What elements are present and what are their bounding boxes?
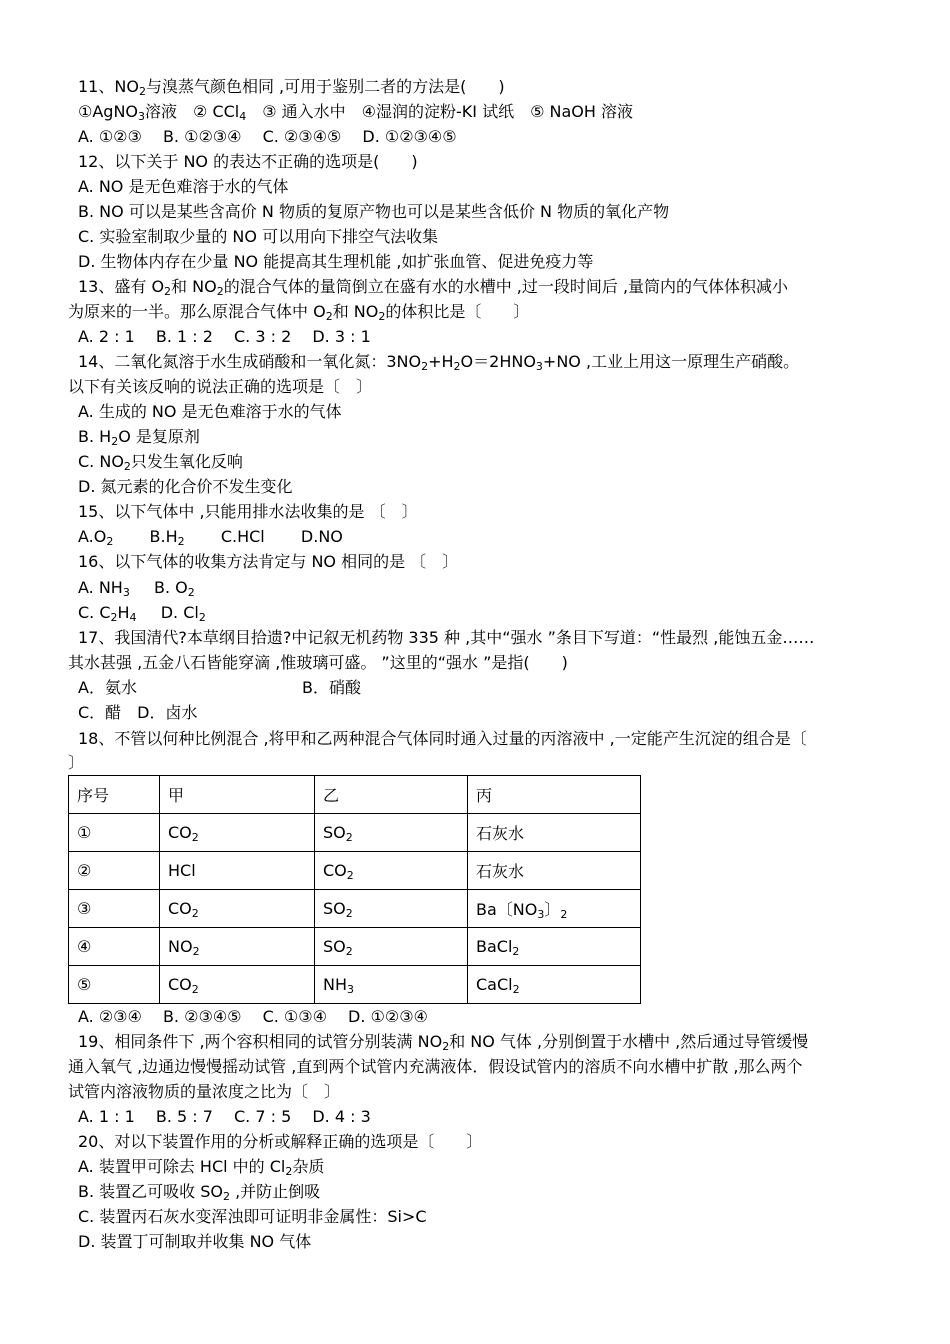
q20-option-c: C. 装置丙石灰水变浑浊即可证明非金属性：Si>C <box>78 1207 427 1226</box>
cell-bing: 石灰水 <box>468 814 641 852</box>
cell-yi: $SO_2$ <box>315 890 468 928</box>
q15-choices <box>78 526 343 548</box>
cell-jia: $CO_2$ <box>160 966 315 1004</box>
q19-stem-line3: 试管内溶液物质的量浓度之比为〔 〕 <box>68 1082 341 1101</box>
header-cell-bing: 丙 <box>468 776 641 814</box>
table-row <box>69 966 641 1004</box>
q17-option-b: B．硝酸 <box>302 678 361 697</box>
q11-options: ①AgNO$_3$溶液 ② CCl$_4$ ③ 通入水中 ④湿润的淀粉-KI 试纸 ⑤ NaOH 溶液 <box>78 102 634 123</box>
cell-no: ③ <box>69 890 160 928</box>
q16-choices-ab: A. $NH_3$ B. $O_2$ <box>78 578 195 599</box>
cell-yi: $SO_2$ <box>315 814 468 852</box>
header-cell-jia: 甲 <box>160 776 315 814</box>
cell-jia: HCl <box>160 852 315 890</box>
q20-option-a: A. 装置甲可除去 HCl 中的 $Cl_2$杂质 <box>78 1157 325 1178</box>
q12-option-c: C. 实验室制取少量的 NO 可以用向下排空气法收集 <box>78 227 439 246</box>
header-cell-no: 序号 <box>69 776 160 814</box>
cell-bing: 石灰水 <box>468 852 641 890</box>
q15-option-a: $A.O_2$ <box>78 527 114 548</box>
q14-option-c: C. $NO_2$只发生氧化反响 <box>78 452 243 473</box>
table-header-row <box>69 776 641 814</box>
q15-option-b: $B.H_2$ <box>149 527 185 548</box>
q20-stem: 20、对以下装置作用的分析或解释正确的选项是〔 〕 <box>78 1132 483 1151</box>
q17-stem-line1: 17、我国清代?本草纲目拾遗?中记叙无机药物 335 种 ,其中“强水 ”条目下写道：“性最烈 ,能蚀五金…… <box>78 628 815 647</box>
q12-option-a: A. NO 是无色难溶于水的气体 <box>78 177 289 196</box>
q18-table <box>68 775 641 1004</box>
q16-choices-cd: C. $C_2H_4$ D. $Cl_2$ <box>78 603 206 624</box>
table-row <box>69 814 641 852</box>
q18-stem-line1: 18、不管以何种比例混合 ,将甲和乙两种混合气体同时通入过量的丙溶液中 ,一定能产生沉淀的组合是〔 <box>78 729 807 748</box>
q11-stem: 11、$NO_2$与溴蒸气颜色相同 ,可用于鉴别二者的方法是( ) <box>78 77 505 98</box>
cell-no: ④ <box>69 928 160 966</box>
table-row <box>69 928 641 966</box>
cell-no: ② <box>69 852 160 890</box>
cell-no: ① <box>69 814 160 852</box>
header-cell-yi: 乙 <box>315 776 468 814</box>
q11-choices: A. ①②③ B. ①②③④ C. ②③④⑤ D. ①②③④⑤ <box>78 127 457 146</box>
cell-bing: Ba〔$NO_3$〕$_2$ <box>468 890 641 928</box>
q14-option-d: D. 氮元素的化合价不发生变化 <box>78 477 293 496</box>
table-row <box>69 852 641 890</box>
cell-yi: $NH_3$ <box>315 966 468 1004</box>
cell-jia: $CO_2$ <box>160 890 315 928</box>
q17-option-a: A．氨水 <box>78 678 137 697</box>
q19-stem-line2: 通入氧气 ,边通边慢慢摇动试管 ,直到两个试管内充满液体．假设试管内的溶质不向水槽中扩散 ,那么两个 <box>68 1057 803 1076</box>
q16-stem: 16、以下气体的收集方法肯定与 NO 相同的是 〔 〕 <box>78 552 459 571</box>
q20-option-d: D. 装置丁可制取并收集 NO 气体 <box>78 1232 312 1251</box>
q14-option-a: A. 生成的 NO 是无色难溶于水的气体 <box>78 402 342 421</box>
q13-stem-line1: 13、盛有 $O_2$和 $NO_2$的混合气体的量筒倒立在盛有水的水槽中 ,过一段时间后 ,量筒内的气体体积减小 <box>78 277 789 298</box>
q12-option-d: D. 生物体内存在少量 NO 能提高其生理机能 ,如扩张血管、促进免疫力等 <box>78 252 594 271</box>
q14-option-b: B. $H_2O$ 是复原剂 <box>78 427 200 448</box>
cell-bing: CaCl$_2$ <box>468 966 641 1004</box>
q14-stem-line1: 14、二氧化氮溶于水生成硝酸和一氧化氮：$3NO_2+H_2O=2HNO_3+NO$ ,工业上用这一原理生产硝酸。 <box>78 352 800 373</box>
q12-option-b: B. NO 可以是某些含高价 N 物质的复原产物也可以是某些含低价 N 物质的氧化产物 <box>78 202 670 221</box>
q18-choices: A. ②③④ B. ②③④⑤ C. ①③④ D. ①②③④ <box>78 1007 428 1026</box>
q14-stem-line2: 以下有关该反响的说法正确的选项是〔 〕 <box>68 377 373 396</box>
q19-stem-line1: 19、相同条件下 ,两个容积相同的试管分别装满 $NO_2$和 NO 气体 ,分别倒置于水槽中 ,然后通过导管缓慢 <box>78 1032 809 1053</box>
q15-option-d: D.NO <box>300 527 343 546</box>
q13-stem-line2: 为原来的一半。那么原混合气体中 $O_2$和 $NO_2$的体积比是〔 〕 <box>68 302 530 323</box>
q17-options-cd: C．醋 D．卤水 <box>78 703 198 722</box>
q17-stem-line2: 其水甚强 ,五金八石皆能穿滴 ,惟玻璃可盛。 ”这里的“强水 ”是指( ) <box>68 653 568 672</box>
q15-option-c: C.HCl <box>220 527 265 546</box>
q13-choices: A. 2 : 1 B. 1 : 2 C. 3 : 2 D. 3 : 1 <box>78 327 371 346</box>
cell-yi: $SO_2$ <box>315 928 468 966</box>
q12-stem: 12、以下关于 NO 的表达不正确的选项是( ) <box>78 152 418 171</box>
cell-jia: $NO_2$ <box>160 928 315 966</box>
q19-choices: A. 1 : 1 B. 5 : 7 C. 7 : 5 D. 4 : 3 <box>78 1107 371 1126</box>
table-row <box>69 890 641 928</box>
q18-stem-line2: 〕 <box>68 753 85 772</box>
cell-no: ⑤ <box>69 966 160 1004</box>
cell-yi: $CO_2$ <box>315 852 468 890</box>
q15-stem: 15、以下气体中 ,只能用排水法收集的是 〔 〕 <box>78 502 418 521</box>
cell-bing: BaCl$_2$ <box>468 928 641 966</box>
cell-jia: $CO_2$ <box>160 814 315 852</box>
q20-option-b: B. 装置乙可吸收 $SO_2$ ,并防止倒吸 <box>78 1182 321 1203</box>
